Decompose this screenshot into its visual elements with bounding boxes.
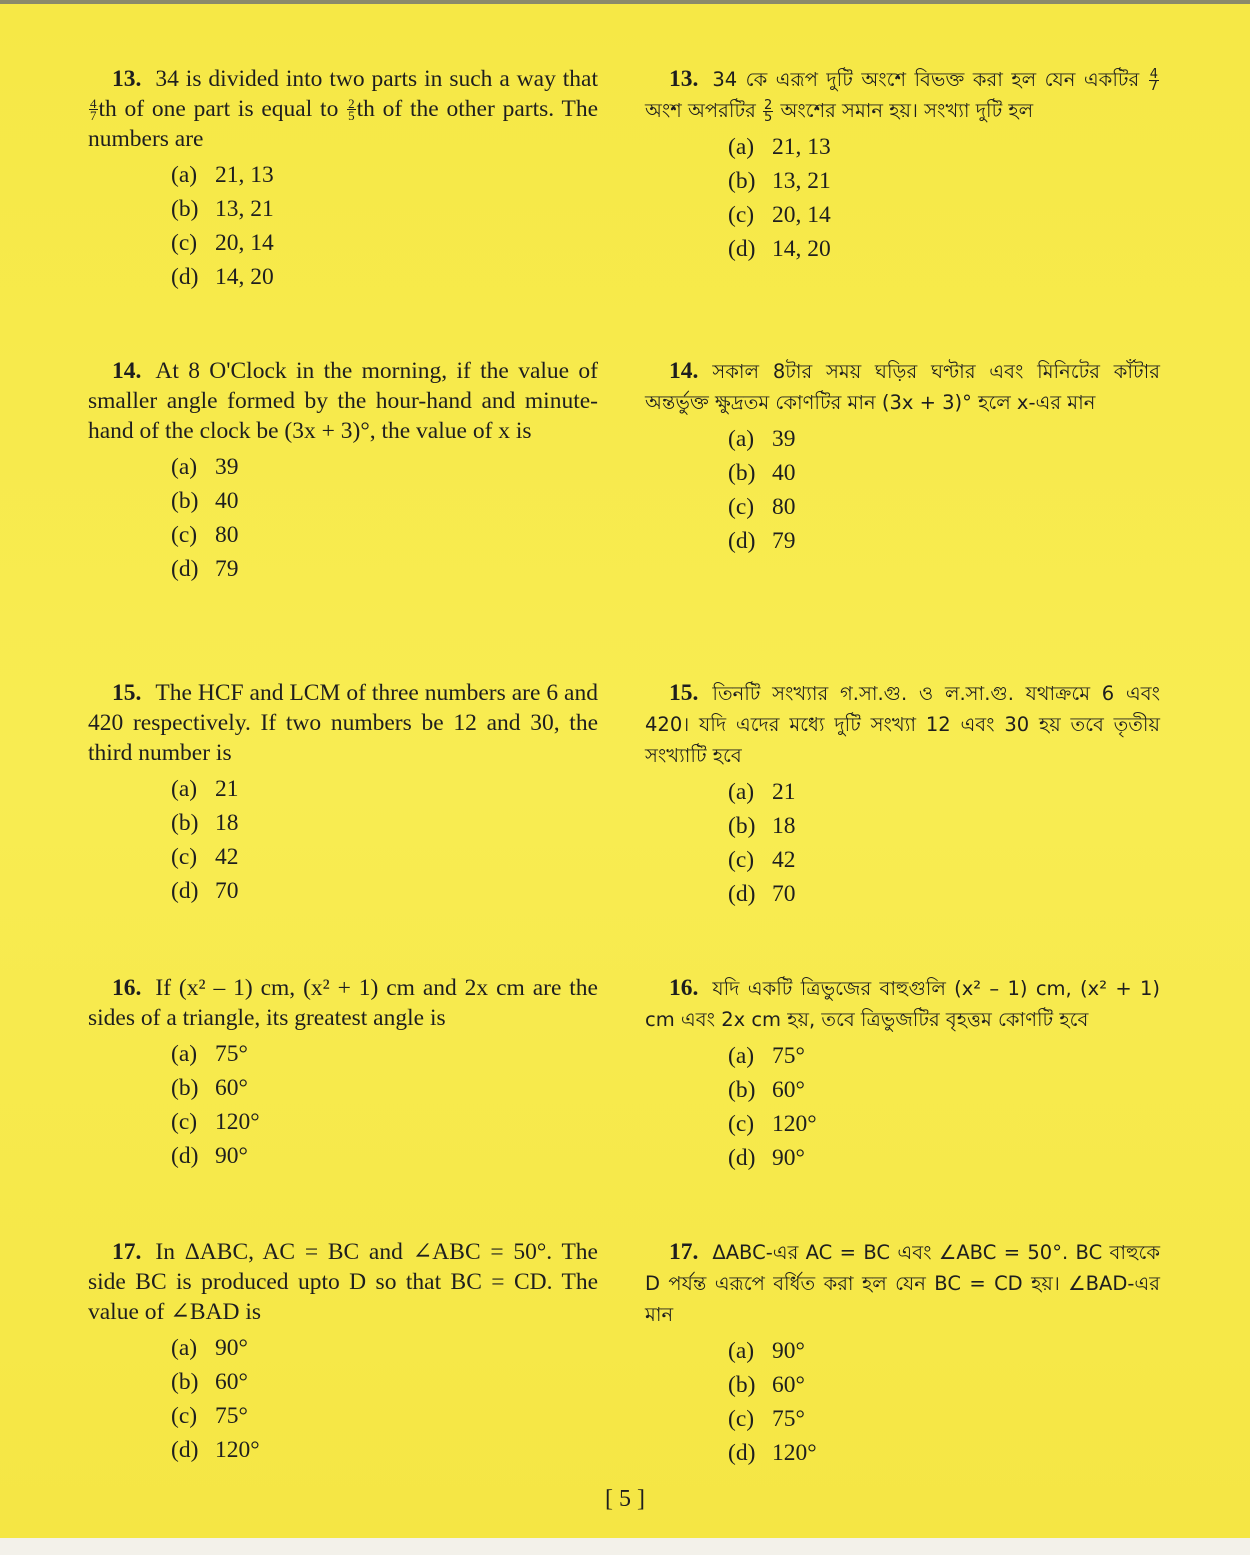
numerator: 4 <box>90 96 97 111</box>
question-number: 17. <box>669 1239 699 1265</box>
option-label: (b) <box>171 810 199 836</box>
option-label: (c) <box>171 844 198 870</box>
option-label: (a) <box>171 1041 198 1067</box>
option-value: 18 <box>215 810 239 836</box>
option-d[interactable] <box>171 552 598 586</box>
question-16-bn <box>645 973 1160 1175</box>
stem-text: তিনটি সংখ্যার গ.সা.গু. ও ল.সা.গু. যথাক্রমে 6 এবং 420। যদি এদের মধ্যে দুটি সংখ্যা 12 এবং 30 হয় তবে তৃতীয় সংখ্যাটি হবে <box>645 682 1160 767</box>
option-value: 90° <box>772 1145 805 1171</box>
question-14-bn <box>645 356 1160 558</box>
option-b[interactable] <box>728 1368 1160 1402</box>
option-value: 60° <box>215 1369 248 1395</box>
stem-text: ΔABC-এর AC = BC এবং ∠ABC = 50°. BC বাহুকে D পর্যন্ত এরূপে বর্ধিত করা হল যেন BC = CD হয়। ∠BAD-এর মান <box>645 1241 1160 1326</box>
stem-text: At 8 O'Clock in the morning, if the value of smaller angle formed by the hour-hand and minute-hand of the clock be (3x + 3)°, the value of x is <box>88 358 598 444</box>
question-15-en <box>88 678 598 908</box>
option-d[interactable] <box>728 524 1160 558</box>
option-label: (a) <box>171 1335 198 1361</box>
option-value: 120° <box>772 1111 817 1137</box>
question-17-en <box>88 1237 598 1467</box>
option-value: 75° <box>772 1043 805 1069</box>
option-value: 60° <box>215 1075 248 1101</box>
question-stem <box>88 356 598 446</box>
option-value: 21, 13 <box>215 162 274 188</box>
option-value: 120° <box>215 1437 260 1463</box>
question-16-en <box>88 973 598 1173</box>
question-stem <box>645 64 1160 126</box>
denominator: 7 <box>90 108 97 123</box>
option-label: (a) <box>728 779 755 805</box>
options-list <box>728 1334 1160 1470</box>
bottom-margin <box>0 1538 1250 1555</box>
option-b[interactable] <box>728 809 1160 843</box>
option-b[interactable] <box>171 806 598 840</box>
option-label: (b) <box>728 1077 756 1103</box>
option-label: (d) <box>171 1437 199 1463</box>
option-d[interactable] <box>171 1139 598 1173</box>
option-value: 39 <box>215 454 239 480</box>
option-value: 80 <box>772 494 796 520</box>
denominator: 5 <box>348 108 355 123</box>
option-c[interactable] <box>171 840 598 874</box>
option-a[interactable] <box>728 422 1160 456</box>
denominator: 5 <box>764 110 773 125</box>
options-list <box>171 1331 598 1467</box>
options-list <box>171 158 598 294</box>
question-number: 16. <box>669 975 699 1001</box>
option-a[interactable] <box>728 130 1160 164</box>
option-c[interactable] <box>171 1399 598 1433</box>
option-label: (d) <box>171 878 199 904</box>
stem-part: th of one part is equal to <box>98 96 347 122</box>
option-value: 120° <box>215 1109 260 1135</box>
option-value: 75° <box>772 1406 805 1432</box>
fraction <box>763 100 773 123</box>
top-border <box>0 0 1250 4</box>
option-value: 70 <box>215 878 239 904</box>
option-b[interactable] <box>171 484 598 518</box>
question-number: 14. <box>112 358 142 384</box>
option-b[interactable] <box>728 1073 1160 1107</box>
question-number: 13. <box>112 66 142 92</box>
option-label: (a) <box>171 162 198 188</box>
option-value: 90° <box>215 1335 248 1361</box>
option-b[interactable] <box>728 456 1160 490</box>
option-b[interactable] <box>171 1365 598 1399</box>
option-value: 21 <box>215 776 239 802</box>
option-value: 40 <box>215 488 239 514</box>
stem-text: If (x² – 1) cm, (x² + 1) cm and 2x cm are the sides of a triangle, its greatest angle is <box>88 975 598 1031</box>
option-a[interactable] <box>171 1331 598 1365</box>
option-value: 79 <box>772 528 796 554</box>
option-d[interactable] <box>171 1433 598 1467</box>
option-label: (c) <box>728 1406 755 1432</box>
fraction <box>1149 69 1159 92</box>
option-value: 79 <box>215 556 239 582</box>
options-list <box>728 1039 1160 1175</box>
option-label: (b) <box>728 813 756 839</box>
option-label: (c) <box>171 1403 198 1429</box>
stem-text: The HCF and LCM of three numbers are 6 and 420 respectively. If two numbers be 12 and 30, the third number is <box>88 680 598 766</box>
option-label: (c) <box>728 494 755 520</box>
option-value: 42 <box>772 847 796 873</box>
stem-text: যদি একটি ত্রিভুজের বাহুগুলি (x² – 1) cm, (x² + 1) cm এবং 2x cm হয়, তবে ত্রিভুজটির বৃহত্তম কোণটি হবে <box>645 977 1160 1031</box>
option-label: (c) <box>728 1111 755 1137</box>
option-c[interactable] <box>728 198 1160 232</box>
option-label: (b) <box>171 1369 199 1395</box>
option-c[interactable] <box>728 1107 1160 1141</box>
option-label: (b) <box>171 488 199 514</box>
stem-part: 34 কে এরূপ দুটি অংশে বিভক্ত করা হল যেন একটির <box>712 68 1148 91</box>
option-label: (c) <box>728 202 755 228</box>
option-a[interactable] <box>171 1037 598 1071</box>
options-list <box>171 1037 598 1173</box>
fraction <box>89 98 98 121</box>
option-label: (b) <box>728 460 756 486</box>
option-value: 18 <box>772 813 796 839</box>
question-number: 16. <box>112 975 142 1001</box>
question-13-en <box>88 64 598 294</box>
option-c[interactable] <box>728 1402 1160 1436</box>
option-a[interactable] <box>728 1334 1160 1368</box>
option-label: (b) <box>728 1372 756 1398</box>
stem-text: In ΔABC, AC = BC and ∠ABC = 50°. The side BC is produced upto D so that BC = CD. The value of ∠BAD is <box>88 1239 598 1325</box>
option-value: 20, 14 <box>772 202 831 228</box>
option-b[interactable] <box>171 192 598 226</box>
option-value: 42 <box>215 844 239 870</box>
option-label: (d) <box>171 556 199 582</box>
option-value: 80 <box>215 522 239 548</box>
option-label: (b) <box>728 168 756 194</box>
option-label: (c) <box>171 230 198 256</box>
stem-text: সকাল 8টার সময় ঘড়ির ঘণ্টার এবং মিনিটের কাঁটার অন্তর্ভুক্ত ক্ষুদ্রতম কোণটির মান (3x + 3)° হলে x-এর মান <box>645 360 1160 414</box>
option-c[interactable] <box>171 1105 598 1139</box>
option-d[interactable] <box>171 260 598 294</box>
option-value: 70 <box>772 881 796 907</box>
option-value: 13, 21 <box>772 168 831 194</box>
option-value: 14, 20 <box>215 264 274 290</box>
option-label: (d) <box>728 528 756 554</box>
option-d[interactable] <box>728 877 1160 911</box>
option-c[interactable] <box>171 226 598 260</box>
fraction <box>347 98 356 121</box>
option-label: (a) <box>728 1338 755 1364</box>
option-value: 60° <box>772 1372 805 1398</box>
option-value: 40 <box>772 460 796 486</box>
option-d[interactable] <box>728 232 1160 266</box>
option-label: (c) <box>171 1109 198 1135</box>
stem-part: অংশের সমান হয়। সংখ্যা দুটি হল <box>774 99 1034 122</box>
option-label: (a) <box>171 776 198 802</box>
option-label: (b) <box>171 196 199 222</box>
option-label: (d) <box>171 1143 199 1169</box>
option-d[interactable] <box>728 1141 1160 1175</box>
option-label: (d) <box>728 1440 756 1466</box>
question-15-bn <box>645 678 1160 911</box>
option-d[interactable] <box>171 874 598 908</box>
numerator: 2 <box>348 96 355 111</box>
option-a[interactable] <box>171 158 598 192</box>
options-list <box>171 772 598 908</box>
options-list <box>728 775 1160 911</box>
option-value: 75° <box>215 1041 248 1067</box>
option-value: 75° <box>215 1403 248 1429</box>
option-b[interactable] <box>728 164 1160 198</box>
option-a[interactable] <box>171 450 598 484</box>
option-value: 90° <box>215 1143 248 1169</box>
option-label: (c) <box>171 522 198 548</box>
question-number: 14. <box>669 358 699 384</box>
option-label: (a) <box>728 426 755 452</box>
option-label: (d) <box>728 1145 756 1171</box>
option-label: (a) <box>728 134 755 160</box>
question-number: 15. <box>669 680 699 706</box>
denominator: 7 <box>1149 79 1158 94</box>
option-value: 14, 20 <box>772 236 831 262</box>
option-c[interactable] <box>171 518 598 552</box>
question-stem <box>88 64 598 154</box>
question-stem <box>88 1237 598 1327</box>
options-list <box>728 130 1160 266</box>
stem-part: th of the other parts. The numbers are <box>88 96 599 152</box>
question-stem <box>88 678 598 768</box>
question-number: 17. <box>112 1239 142 1265</box>
question-14-en <box>88 356 598 586</box>
option-label: (a) <box>728 1043 755 1069</box>
option-value: 21, 13 <box>772 134 831 160</box>
question-number: 15. <box>112 680 142 706</box>
option-value: 60° <box>772 1077 805 1103</box>
option-c[interactable] <box>728 490 1160 524</box>
options-list <box>728 422 1160 558</box>
option-label: (b) <box>171 1075 199 1101</box>
option-label: (d) <box>171 264 199 290</box>
question-stem <box>88 973 598 1033</box>
option-value: 120° <box>772 1440 817 1466</box>
option-label: (d) <box>728 881 756 907</box>
option-a[interactable] <box>728 1039 1160 1073</box>
stem-part: 34 is divided into two parts in such a way that <box>155 66 598 92</box>
option-d[interactable] <box>728 1436 1160 1470</box>
option-value: 90° <box>772 1338 805 1364</box>
question-number: 13. <box>669 66 699 92</box>
option-value: 20, 14 <box>215 230 274 256</box>
option-value: 21 <box>772 779 796 805</box>
option-b[interactable] <box>171 1071 598 1105</box>
stem-part: অংশ অপরটির <box>645 99 762 122</box>
option-a[interactable] <box>728 775 1160 809</box>
numerator: 2 <box>764 98 773 113</box>
question-stem <box>645 678 1160 771</box>
question-stem <box>645 356 1160 418</box>
option-label: (c) <box>728 847 755 873</box>
option-c[interactable] <box>728 843 1160 877</box>
question-stem <box>645 1237 1160 1330</box>
option-value: 39 <box>772 426 796 452</box>
page-number: [ 5 ] <box>605 1486 645 1512</box>
question-stem <box>645 973 1160 1035</box>
question-17-bn <box>645 1237 1160 1470</box>
option-label: (d) <box>728 236 756 262</box>
option-label: (a) <box>171 454 198 480</box>
options-list <box>171 450 598 586</box>
question-13-bn <box>645 64 1160 266</box>
option-value: 13, 21 <box>215 196 274 222</box>
option-a[interactable] <box>171 772 598 806</box>
numerator: 4 <box>1149 67 1158 82</box>
